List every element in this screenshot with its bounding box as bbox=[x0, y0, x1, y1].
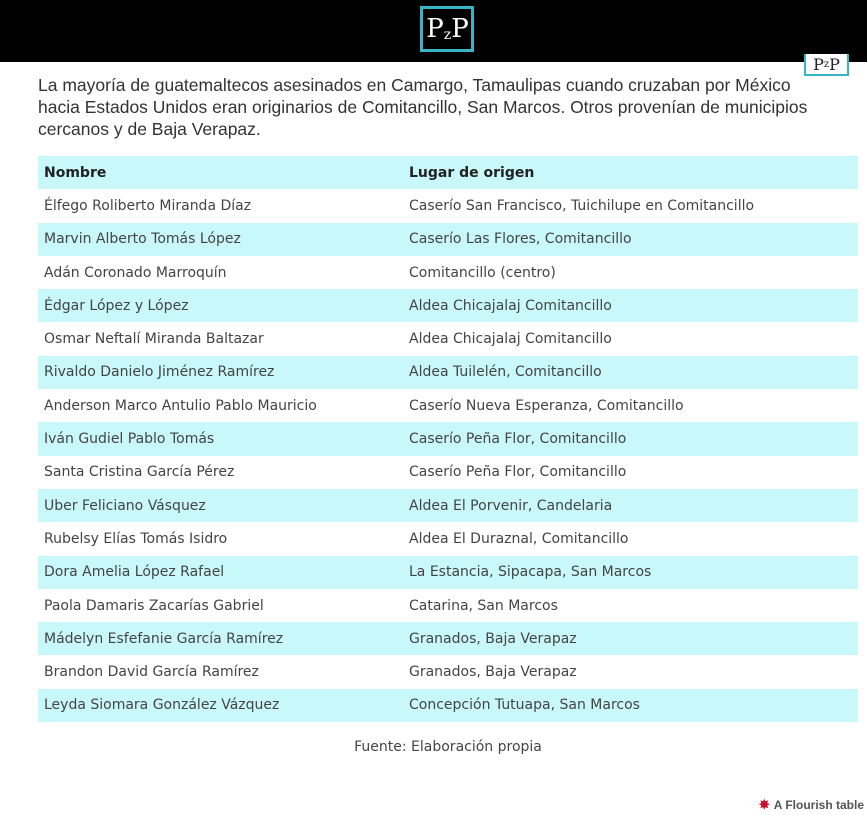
cell-nombre: Élfego Roliberto Miranda Díaz bbox=[44, 197, 252, 214]
cell-lugar: Caserío Las Flores, Comitancillo bbox=[403, 223, 858, 256]
cell-nombre: Brandon David García Ramírez bbox=[44, 664, 259, 681]
table-row bbox=[38, 456, 858, 489]
cell-lugar: Aldea Tuilelén, Comitancillo bbox=[403, 356, 858, 389]
small-logo-letter-p: P bbox=[813, 55, 824, 74]
cell-nombre: Anderson Marco Antulio Pablo Mauricio bbox=[44, 397, 317, 414]
logo-letter-p: P bbox=[426, 14, 443, 44]
table-row bbox=[38, 655, 858, 688]
cell-nombre: Iván Gudiel Pablo Tomás bbox=[38, 422, 403, 455]
cell-nombre: Leyda Siomara González Vázquez bbox=[38, 689, 403, 722]
cell-lugar: Aldea Chicajalaj Comitancillo bbox=[409, 331, 612, 348]
table-row bbox=[38, 556, 858, 589]
victims-table bbox=[38, 156, 858, 722]
table-header-row bbox=[38, 156, 858, 189]
cell-nombre: Édgar López y López bbox=[38, 289, 403, 322]
table-row bbox=[38, 622, 858, 655]
cell-nombre: Rivaldo Danielo Jiménez Ramírez bbox=[38, 356, 403, 389]
cell-lugar: Aldea El Duraznal, Comitancillo bbox=[409, 530, 629, 547]
table-subtitle: La mayoría de guatemaltecos asesinados en Camargo, Tamaulipas cuando cruzaban por México hacia Estados Unidos eran originarios de Comitancillo, San Marcos. Otros provenían de municipios cercanos y de Baja Verapaz. bbox=[38, 75, 808, 139]
table-row bbox=[38, 422, 858, 455]
cell-nombre: Santa Cristina García Pérez bbox=[44, 464, 235, 481]
source-note: Fuente: Elaboración propia bbox=[354, 739, 542, 755]
cell-nombre: Dora Amelia López Rafael bbox=[38, 556, 403, 589]
table-body bbox=[38, 189, 858, 722]
table-row bbox=[38, 489, 858, 522]
pzp-logo[interactable] bbox=[420, 6, 474, 52]
cell-lugar: Catarina, San Marcos bbox=[409, 597, 558, 614]
table-row bbox=[38, 389, 858, 422]
logo-letter-p2: P bbox=[451, 14, 468, 44]
cell-lugar: Caserío Peña Flor, Comitancillo bbox=[403, 422, 858, 455]
cell-lugar: Granados, Baja Verapaz bbox=[403, 622, 858, 655]
cell-lugar: La Estancia, Sipacapa, San Marcos bbox=[403, 556, 858, 589]
cell-nombre: Paola Damaris Zacarías Gabriel bbox=[44, 597, 264, 614]
small-logo-letter-p2: P bbox=[829, 55, 840, 74]
flourish-credit-label: A Flourish table bbox=[773, 798, 864, 812]
table-row bbox=[38, 589, 858, 622]
table-row bbox=[38, 356, 858, 389]
column-header-nombre[interactable]: Nombre bbox=[38, 156, 403, 189]
table-row bbox=[38, 689, 858, 722]
column-header-lugar[interactable]: Lugar de origen bbox=[403, 156, 858, 189]
cell-nombre: Uber Feliciano Vásquez bbox=[38, 489, 403, 522]
table-row bbox=[38, 256, 858, 289]
flourish-logo-icon: ✸ bbox=[758, 797, 770, 812]
cell-nombre: Adán Coronado Marroquín bbox=[44, 264, 227, 281]
small-logo-letter-z: z bbox=[823, 59, 830, 70]
cell-lugar: Caserío San Francisco, Tuichilupe en Comitancillo bbox=[409, 197, 755, 214]
table-row bbox=[38, 322, 858, 355]
cell-nombre: Osmar Neftalí Miranda Baltazar bbox=[44, 331, 264, 348]
cell-nombre: Rubelsy Elías Tomás Isidro bbox=[44, 530, 228, 547]
cell-nombre: Mádelyn Esfefanie García Ramírez bbox=[38, 622, 403, 655]
cell-lugar: Caserío Nueva Esperanza, Comitancillo bbox=[409, 397, 684, 414]
table-row bbox=[38, 289, 858, 322]
cell-lugar: Comitancillo (centro) bbox=[409, 264, 556, 281]
logo-letter-z: z bbox=[443, 27, 451, 43]
pzp-small-logo[interactable] bbox=[804, 54, 849, 76]
cell-lugar: Aldea El Porvenir, Candelaria bbox=[403, 489, 858, 522]
table-row bbox=[38, 189, 858, 222]
top-banner bbox=[0, 0, 867, 62]
cell-nombre: Marvin Alberto Tomás López bbox=[38, 223, 403, 256]
table-row bbox=[38, 223, 858, 256]
table-row bbox=[38, 522, 858, 555]
cell-lugar: Caserío Peña Flor, Comitancillo bbox=[409, 464, 627, 481]
flourish-credit-link[interactable] bbox=[759, 797, 864, 813]
cell-lugar: Granados, Baja Verapaz bbox=[409, 664, 577, 681]
cell-lugar: Concepción Tutuapa, San Marcos bbox=[403, 689, 858, 722]
cell-lugar: Aldea Chicajalaj Comitancillo bbox=[403, 289, 858, 322]
